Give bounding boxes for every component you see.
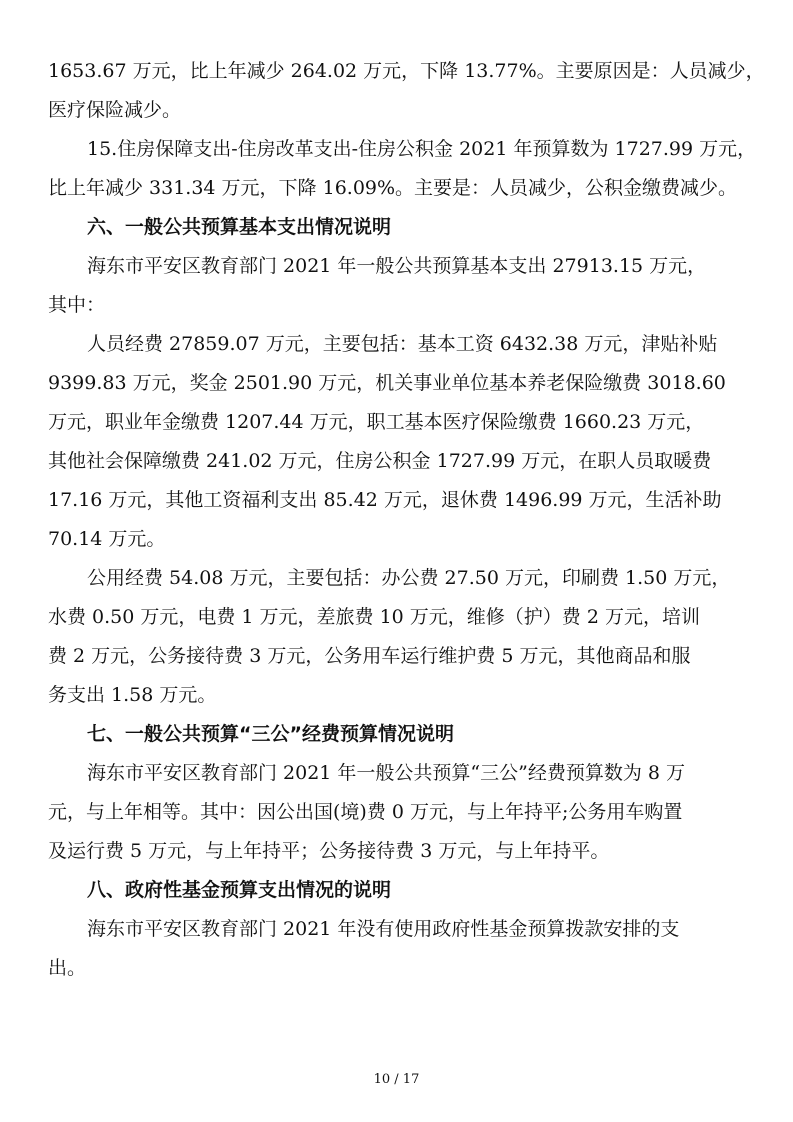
document-body <box>48 52 763 988</box>
text-line: 17.16 万元，其他工资福利支出 85.42 万元，退休费 1496.99 万元，生活补助 <box>48 489 722 511</box>
text-line: 务支出 1.58 万元。 <box>48 684 217 706</box>
text-line: 元，与上年相等。其中：因公出国(境)费 0 万元，与上年持平;公务用车购置 <box>48 801 683 823</box>
text-line: 费 2 万元，公务接待费 3 万元，公务用车运行维护费 5 万元，其他商品和服 <box>48 645 691 667</box>
text-line: 9399.83 万元，奖金 2501.90 万元，机关事业单位基本养老保险缴费 3018.60 <box>48 372 726 394</box>
text-line: 1653.67 万元，比上年减少 264.02 万元，下降 13.77%。主要原因是：人员减少， <box>48 60 765 82</box>
text-line: 比上年减少 331.34 万元，下降 16.09%。主要是：人员减少，公积金缴费减少。 <box>48 177 738 199</box>
text-line: 海东市平安区教育部门 2021 年没有使用政府性基金预算拨款安排的支 <box>87 918 680 940</box>
page-number: 10 / 17 <box>373 1072 420 1087</box>
text-line: 出。 <box>48 957 87 979</box>
text-line: 海东市平安区教育部门 2021 年一般公共预算“三公”经费预算数为 8 万 <box>87 762 686 784</box>
text-line: 15.住房保障支出-住房改革支出-住房公积金 2021 年预算数为 1727.99 万元， <box>87 138 757 160</box>
text-line: 万元，职业年金缴费 1207.44 万元，职工基本医疗保险缴费 1660.23 万元， <box>48 411 705 433</box>
text-line: 医疗保险减少。 <box>48 99 182 121</box>
text-line: 海东市平安区教育部门 2021 年一般公共预算基本支出 27913.15 万元， <box>87 255 707 277</box>
text-line: 人员经费 27859.07 万元，主要包括：基本工资 6432.38 万元，津贴补贴 <box>87 333 718 355</box>
text-line: 公用经费 54.08 万元，主要包括：办公费 27.50 万元，印刷费 1.50 万元， <box>87 567 731 589</box>
text-line: 水费 0.50 万元，电费 1 万元，差旅费 10 万元，维修（护）费 2 万元，培训 <box>48 606 700 628</box>
text-line: 其中： <box>48 294 106 316</box>
text-line: 其他社会保障缴费 241.02 万元，住房公积金 1727.99 万元，在职人员取暖费 <box>48 450 712 472</box>
section-heading: 八、政府性基金预算支出情况的说明 <box>87 879 392 901</box>
text-line: 及运行费 5 万元，与上年持平；公务接待费 3 万元，与上年持平。 <box>48 840 610 862</box>
section-heading: 六、一般公共预算基本支出情况说明 <box>87 216 392 238</box>
section-heading: 七、一般公共预算“三公”经费预算情况说明 <box>87 723 454 745</box>
text-line: 70.14 万元。 <box>48 528 166 550</box>
